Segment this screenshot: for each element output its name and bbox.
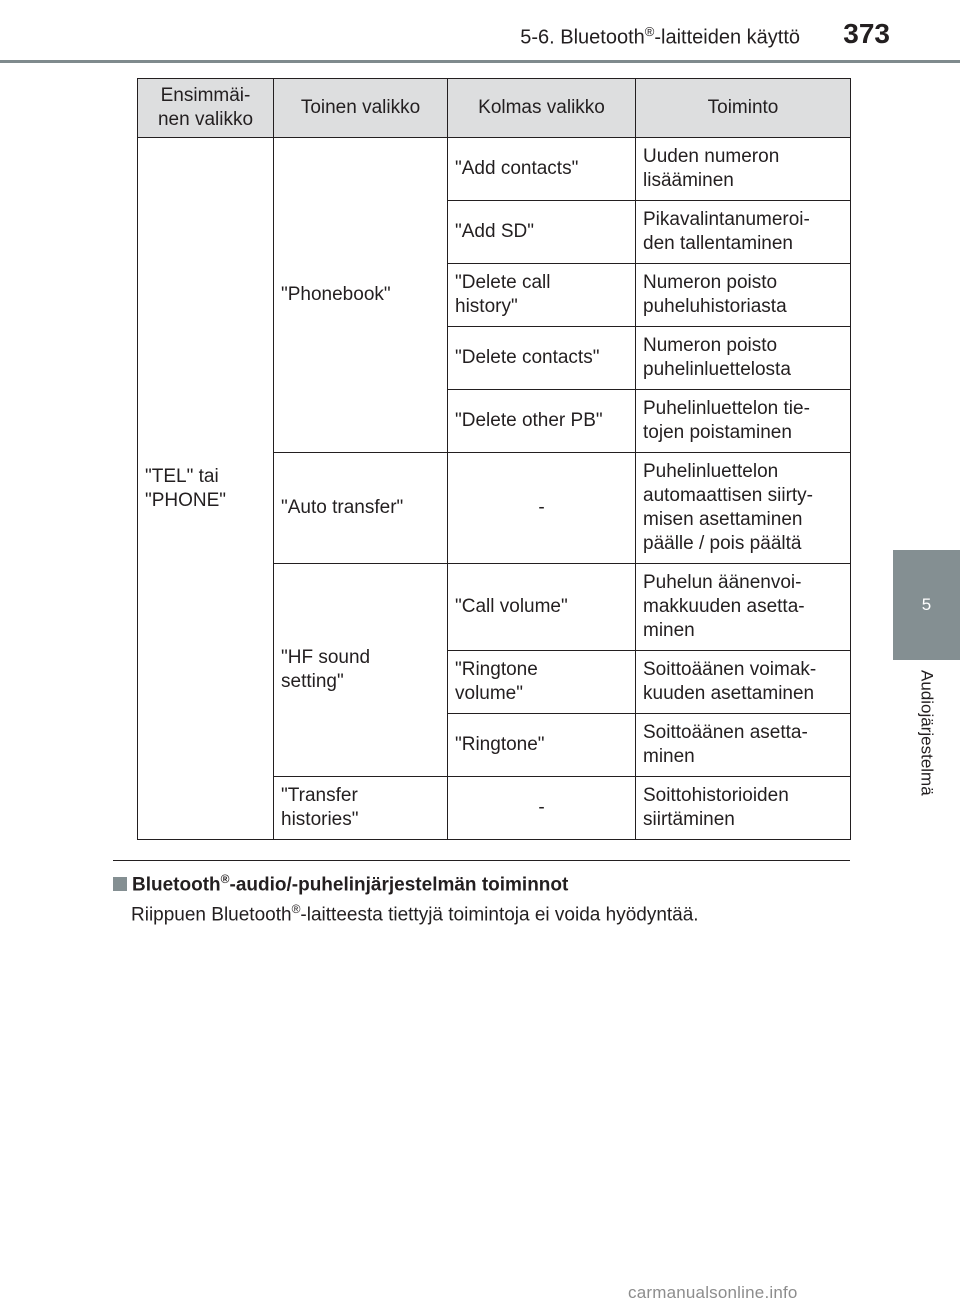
registered-mark: ®: [644, 24, 655, 39]
column-header-first-menu: Ensimmäi- nen valikko: [138, 79, 274, 138]
section-heading-text: Bluetooth: [132, 874, 221, 896]
third-menu-cell: -: [448, 777, 636, 840]
function-cell: Puhelinluettelon automaattisen siirty- misen asettaminen päälle / pois päältä: [636, 453, 851, 564]
section-body-suffix: -laitteesta tiettyjä toimintoja ei voida hyödyntää.: [300, 904, 699, 926]
chapter-label: [893, 660, 960, 860]
function-cell: Soittoäänen voimak- kuuden asettaminen: [636, 651, 851, 714]
menu-table: [137, 78, 851, 840]
square-bullet-icon: [113, 877, 127, 891]
column-header-function: Toiminto: [636, 79, 851, 138]
registered-mark: ®: [291, 902, 301, 916]
function-cell: Soittoäänen asetta- minen: [636, 714, 851, 777]
third-menu-cell: "Ringtone volume": [448, 651, 636, 714]
header-divider: [0, 60, 960, 63]
page-number: 373: [843, 18, 890, 49]
section-heading: [113, 872, 568, 896]
function-cell: Puhelun äänenvoi- makkuuden asetta- minen: [636, 564, 851, 651]
section-heading-suffix: -audio/-puhelinjärjestelmän toiminnot: [229, 874, 569, 896]
function-cell: Puhelinluettelon tie- tojen poistaminen: [636, 390, 851, 453]
third-menu-cell: "Add contacts": [448, 138, 636, 201]
chapter-label-text: Audiojärjestelmä: [917, 670, 937, 796]
third-menu-cell: "Delete call history": [448, 264, 636, 327]
third-menu-cell: "Delete contacts": [448, 327, 636, 390]
third-menu-cell: "Add SD": [448, 201, 636, 264]
second-menu-hf-sound: "HF sound setting": [274, 564, 448, 777]
registered-mark: ®: [220, 872, 230, 886]
function-cell: Numeron poisto puhelinluettelosta: [636, 327, 851, 390]
section-divider: [113, 860, 850, 861]
function-cell: Pikavalintanumeroi- den tallentaminen: [636, 201, 851, 264]
third-menu-cell: -: [448, 453, 636, 564]
section-title: [470, 24, 800, 50]
section-body: [131, 902, 699, 926]
section-title-suffix: -laitteiden käyttö: [654, 26, 800, 49]
second-menu-auto-transfer: "Auto transfer": [274, 453, 448, 564]
column-header-second-menu: Toinen valikko: [274, 79, 448, 138]
chapter-tab: [893, 550, 960, 660]
function-cell: Soittohistorioiden siirtäminen: [636, 777, 851, 840]
function-cell: Numeron poisto puheluhistoriasta: [636, 264, 851, 327]
second-menu-phonebook: "Phonebook": [274, 138, 448, 453]
table-row: [138, 138, 851, 201]
watermark: carmanualsonline.info: [628, 1283, 798, 1302]
column-header-third-menu: Kolmas valikko: [448, 79, 636, 138]
section-body-text: Riippuen Bluetooth: [131, 904, 292, 926]
second-menu-transfer-histories: "Transfer histories": [274, 777, 448, 840]
third-menu-cell: "Call volume": [448, 564, 636, 651]
third-menu-cell: "Delete other PB": [448, 390, 636, 453]
function-cell: Uuden numeron lisääminen: [636, 138, 851, 201]
table-header-row: [138, 79, 851, 138]
chapter-number: 5: [921, 595, 932, 614]
third-menu-cell: "Ringtone": [448, 714, 636, 777]
section-title-text: 5-6. Bluetooth: [520, 26, 645, 49]
first-menu-cell: "TEL" tai "PHONE": [138, 138, 274, 840]
